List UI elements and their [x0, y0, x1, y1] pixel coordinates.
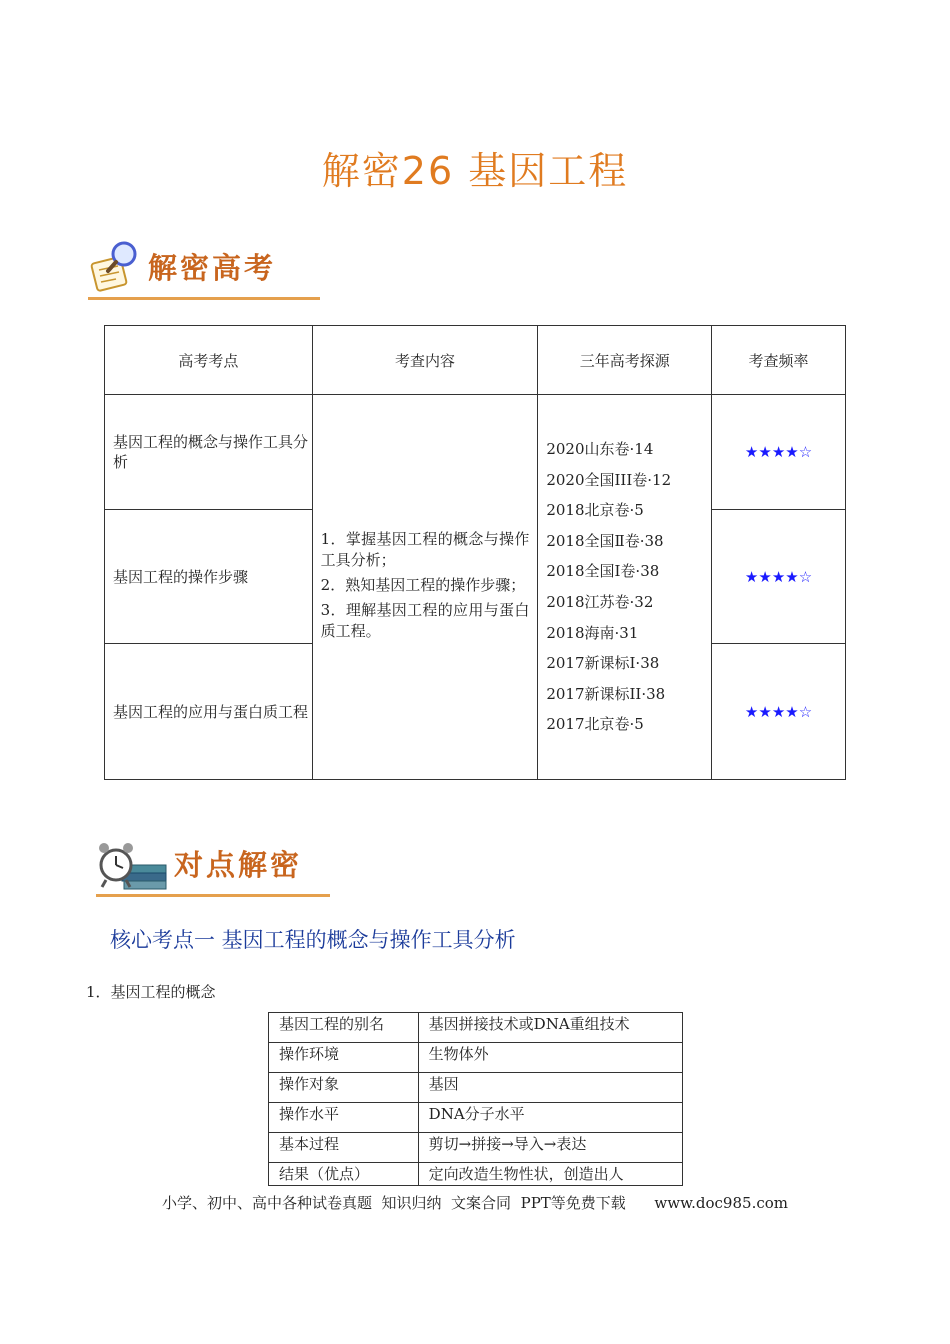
frequency-stars: ★★★★☆ [712, 395, 846, 510]
concept-table [268, 1012, 683, 1186]
page-footer [0, 1192, 950, 1213]
header-cell: 高考考点 [105, 326, 313, 395]
table-cell: 基因工程的别名 [269, 1013, 419, 1043]
exam-content-cell [312, 395, 538, 780]
section-banner-practice [96, 833, 330, 897]
banner-underline [96, 894, 330, 897]
table-cell: 操作水平 [269, 1103, 419, 1133]
table-cell: DNA分子水平 [418, 1103, 682, 1133]
table-cell: 定向改造生物性状，创造出人 [418, 1163, 682, 1186]
section-banner-exam [88, 236, 320, 300]
header-cell: 考查内容 [312, 326, 538, 395]
core-point-heading: 核心考点一 基因工程的概念与操作工具分析 [110, 928, 516, 952]
source-item: 2017新课标II·38 [546, 684, 666, 703]
exam-sources-cell [538, 395, 712, 780]
source-item: 2020全国III卷·12 [546, 470, 672, 489]
content-line: 1．掌握基因工程的概念与操作工具分析； [320, 529, 530, 569]
table-cell: 操作对象 [269, 1073, 419, 1103]
source-item: 2018海南·31 [546, 623, 639, 642]
source-item: 2018江苏卷·32 [546, 593, 654, 611]
content-line: 2．熟知基因工程的操作步骤； [320, 575, 526, 594]
source-item: 2018全国Ⅱ卷·38 [546, 531, 664, 550]
exam-table [104, 325, 846, 780]
exam-point-cell: 基因工程的操作步骤 [105, 510, 313, 644]
table-cell: 剪切→拼接→导入→表达 [418, 1133, 682, 1163]
table-row [269, 1043, 683, 1073]
table-cell: 生物体外 [418, 1043, 682, 1073]
content-line: 3．理解基因工程的应用与蛋白质工程。 [320, 600, 530, 640]
frequency-stars: ★★★★☆ [712, 510, 846, 644]
page-title: 解密26 基因工程 [321, 149, 629, 193]
table-row [269, 1013, 683, 1043]
table-cell: 操作环境 [269, 1043, 419, 1073]
item-heading: 1．基因工程的概念 [86, 983, 216, 1001]
source-item: 2018北京卷·5 [546, 501, 644, 520]
source-item: 2017新课标I·38 [546, 654, 660, 673]
table-cell: 结果（优点） [269, 1163, 419, 1186]
table-cell: 基本过程 [269, 1133, 419, 1163]
table-cell: 基因拼接技术或DNA重组技术 [418, 1013, 682, 1043]
source-item: 2017北京卷·5 [546, 715, 644, 734]
table-row [269, 1103, 683, 1133]
header-cell: 三年高考探源 [538, 326, 712, 395]
exam-point-cell: 基因工程的概念与操作工具分析 [105, 395, 313, 510]
table-row [269, 1163, 683, 1186]
banner-label: 解密高考 [148, 251, 277, 285]
footer-text: 小学、初中、高中各种试卷真题 知识归纳 文案合同 PPT等免费下载 www.doc985.com [161, 1194, 788, 1212]
header-cell: 考查频率 [712, 326, 846, 395]
source-item: 2020山东卷·14 [546, 440, 654, 459]
frequency-stars: ★★★★☆ [712, 644, 846, 780]
exam-point-cell: 基因工程的应用与蛋白质工程 [105, 644, 313, 780]
table-cell: 基因 [418, 1073, 682, 1103]
banner-underline [88, 297, 320, 300]
banner-label: 对点解密 [174, 848, 303, 882]
magnifier-document-icon [88, 238, 144, 296]
table-row [269, 1133, 683, 1163]
alarm-clock-books-icon [96, 835, 168, 893]
source-item: 2018全国Ⅰ卷·38 [546, 562, 660, 581]
table-row [269, 1073, 683, 1103]
